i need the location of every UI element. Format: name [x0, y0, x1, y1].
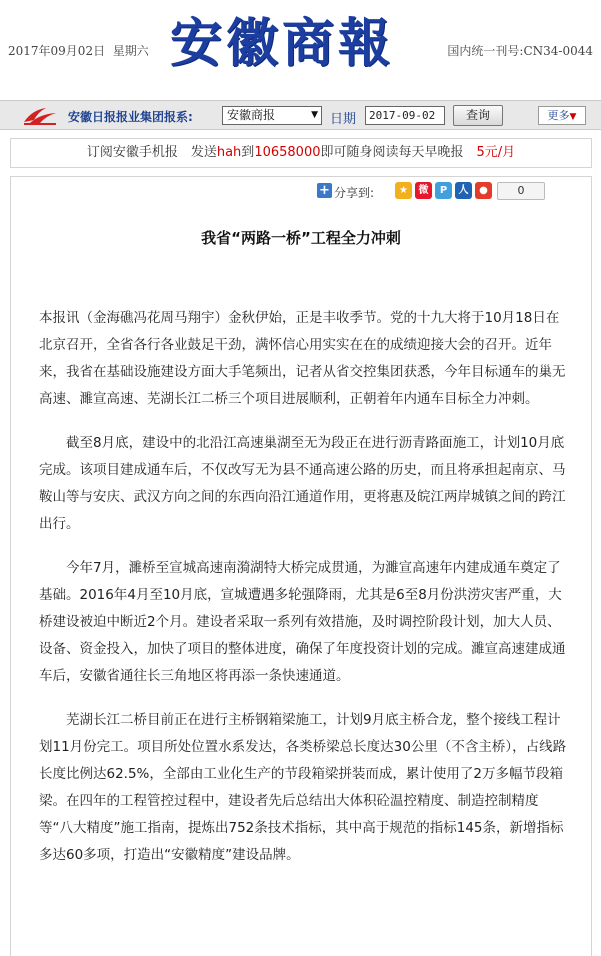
subscribe-price: 5元/月 [476, 145, 516, 160]
article-paragraph: 本报讯（金海礁冯花周马翔宇）金秋伊始，正是丰收季节。党的十九大将于10月18日在北京召开，全省各行各业鼓足干劲，满怀信心用实实在在的成绩迎接大会的召开。近年来，我省在基础设施建设方面大手笔频出，记者从省交控集团获悉，今年目标通车的巢无高速、濉宣高速、芜湖长江二桥三个项目进展顺利，正朝着年内通车目标全力冲刺。 [39, 310, 566, 407]
share-plus-icon[interactable]: + [317, 183, 332, 198]
share-label: 分享到: [334, 186, 375, 200]
subscribe-number: 10658000 [254, 145, 321, 160]
article-body [39, 305, 569, 886]
paper-select[interactable] [222, 106, 322, 125]
group-logo-icon [22, 104, 58, 126]
masthead [0, 0, 601, 100]
more-button-label: 更多 [547, 109, 570, 122]
more-button[interactable] [538, 106, 586, 125]
group-label: 安徽日报报业集团报系: [68, 110, 193, 124]
nav-bar [0, 100, 601, 130]
newspaper-title-logo: 安徽商報 [170, 13, 395, 74]
subscribe-text-2: 到 [241, 145, 255, 160]
issue-weekday: 星期六 [112, 44, 149, 58]
article-paragraph: 截至8月底，建设中的北沿江高速巢湖至无为段正在进行沥青路面施工，计划10月底完成。该项目建成通车后，不仅改写无为县不通高速公路的历史，而且将承担起南京、马鞍山等与安庆、武汉方向之间的东西向沿江通道作用，更将惠及皖江两岸城镇之间的跨江出行。 [39, 435, 566, 532]
weibo-icon[interactable]: 微 [415, 182, 432, 199]
qzone-icon[interactable]: ★ [395, 182, 412, 199]
query-button[interactable]: 查询 [453, 105, 503, 126]
article-paragraph: 芜湖长江二桥目前正在进行主桥钢箱梁施工，计划9月底主桥合龙，整个接线工程计划11月份完工。项目所处位置水系发达，各类桥梁总长度达30公里（不含主桥），占线路长度比例达62.5%，全部由工业化生产的节段箱梁拼装而成，累计使用了2万多幅节段箱梁。在四年的工程管控过程中，建设者先后总结出大体积砼温控精度、制造控制精度等“八大精度”施工指南，提炼出752条技术指标，其中高于规范的指标145条，新增指标多达60多项，打造出“安徽精度”建设品牌。 [39, 712, 567, 863]
issn-label: 国内统一刊号:CN34-0044 [447, 44, 593, 58]
sohu-icon[interactable]: ● [475, 182, 492, 199]
caret-down-icon: ▼ [569, 112, 577, 122]
paper-select-value: 安徽商报 [227, 108, 276, 122]
date-input[interactable]: 2017-09-02 [365, 106, 445, 125]
subscribe-text-3: 即可随身阅读每天早晚报 [320, 145, 477, 160]
date-label: 日期 [330, 112, 357, 127]
subscribe-keyword: hah [216, 145, 242, 160]
share-count: 0 [497, 182, 545, 200]
dropdown-arrow-icon: ▼ [311, 110, 318, 120]
masthead-date [8, 42, 149, 59]
subscribe-text-1: 订阅安徽手机报 发送 [86, 145, 217, 160]
subscribe-banner[interactable] [10, 138, 592, 168]
article-headline: 我省“两路一桥”工程全力冲刺 [201, 229, 401, 247]
tencent-weibo-icon[interactable]: P [435, 182, 452, 199]
article-panel [10, 176, 592, 956]
issue-date: 2017年09月02日 [8, 44, 106, 58]
renren-icon[interactable]: 人 [455, 182, 472, 199]
article-paragraph: 今年7月，濉桥至宣城高速南漪湖特大桥完成贯通，为濉宣高速年内建成通车奠定了基础。2016年4月至10月底，宣城遭遇多轮强降雨，尤其是6至8月份洪涝灾害严重，大桥建设被迫中断近2个月。建设者采取一系列有效措施，及时调控阶段计划，加大人员、设备、资金投入，加快了项目的整体进度，确保了年度投资计划的完成。濉宣高速建成通车后，安徽省通往长三角地区将再添一条快速通道。 [39, 560, 566, 684]
